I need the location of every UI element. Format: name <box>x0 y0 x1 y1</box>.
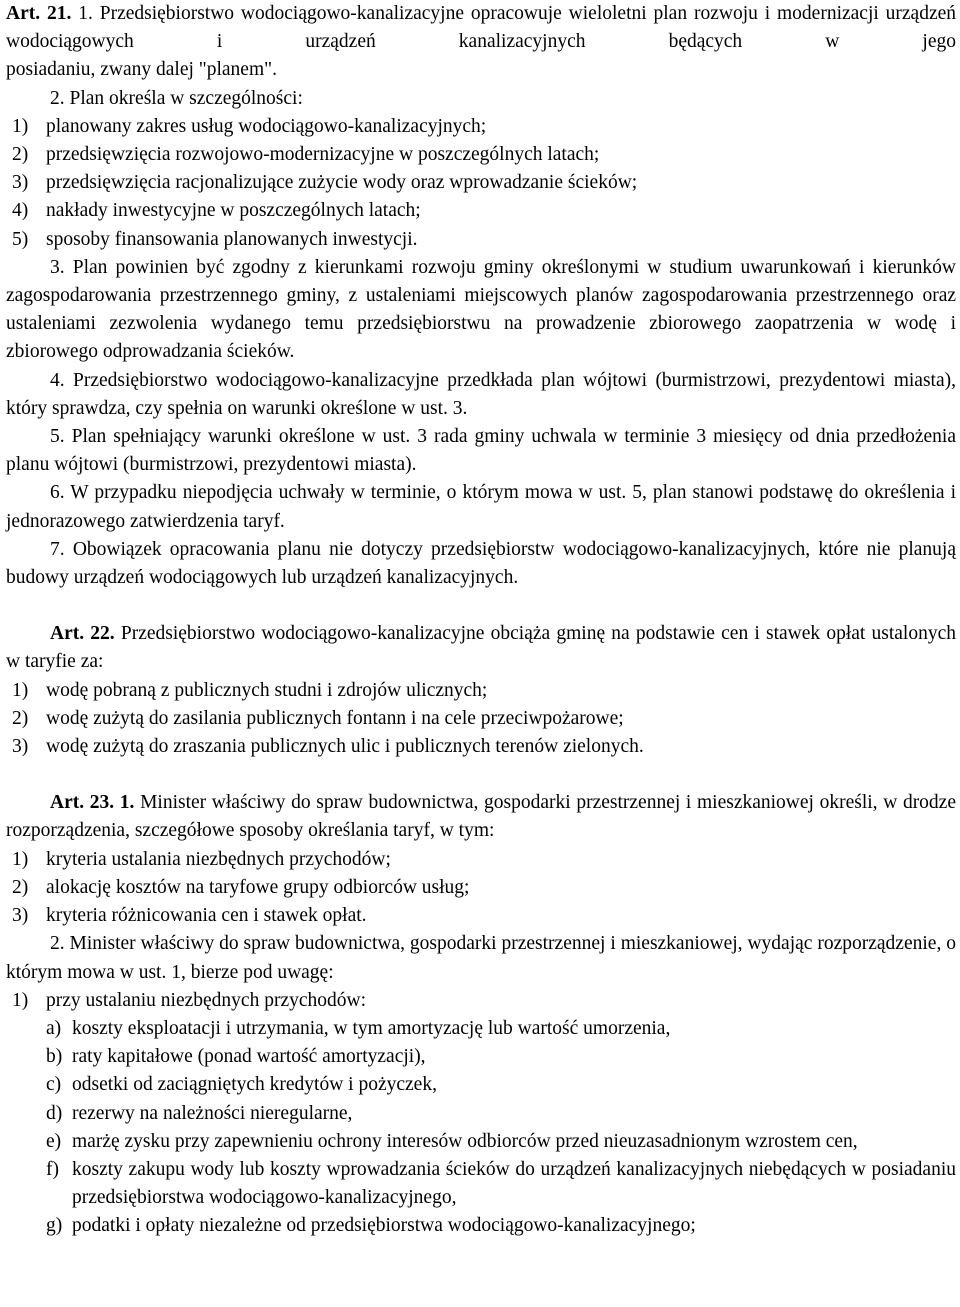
art21-para1-text: Przedsiębiorstwo wodociągowo-kanalizacyjne opracowuje wieloletni plan rozwoju i modernizacji urządzeń wodociągowych i urządzeń kanalizacyjnych będących w jego <box>6 3 957 53</box>
article-heading: Art. 22. <box>50 623 115 645</box>
list-item <box>6 677 956 705</box>
list-item <box>6 874 956 902</box>
list-item <box>6 226 956 254</box>
art21-para5: 5. Plan spełniający warunki określone w ust. 3 rada gminy uchwala w terminie 3 miesięcy od dnia przedłożenia planu wójtowi (burmistrzowi, prezydentowi miasta). <box>6 426 956 476</box>
art22-list <box>6 677 956 762</box>
list-item <box>6 846 956 874</box>
list-item <box>6 733 956 761</box>
article-heading: Art. 21. <box>6 3 72 24</box>
article-22 <box>6 620 956 761</box>
item-number: 4) <box>12 200 29 222</box>
list-item <box>6 705 956 733</box>
list-item <box>6 141 956 169</box>
sub-item <box>6 1212 956 1240</box>
item-number: 3) <box>12 905 29 927</box>
article-heading: Art. 23. 1. <box>50 792 135 814</box>
item-number: 1) <box>12 848 29 870</box>
item-text: wodę zużytą do zraszania publicznych ulic i publicznych terenów zielonych. <box>46 736 644 758</box>
art22-intro-text: Przedsiębiorstwo wodociągowo-kanalizacyjne obciąża gminę na podstawie cen i stawek opłat ustalonych w taryfie za: <box>6 623 957 673</box>
article-23 <box>6 789 956 1240</box>
item-number: 5) <box>12 228 29 250</box>
sub-item <box>6 1015 956 1043</box>
item-text: kryteria różnicowania cen i stawek opłat. <box>46 905 367 927</box>
art21-para4: 4. Przedsiębiorstwo wodociągowo-kanalizacyjne przedkłada plan wójtowi (burmistrzowi, prezydentowi miasta), który sprawdza, czy spełnia on warunki określone w ust. 3. <box>6 369 956 419</box>
sub-item-text: marżę zysku przy zapewnieniu ochrony interesów odbiorców przed nieuzasadnionym wzrostem cen, <box>72 1130 858 1152</box>
sub-item-text: koszty eksploatacji i utrzymania, w tym amortyzację lub wartość umorzenia, <box>72 1017 671 1039</box>
art21-para3: 3. Plan powinien być zgodny z kierunkami rozwoju gminy określonymi w studium uwarunkowań i kierunków zagospodarowania przestrzennego gminy, z ustaleniami miejscowych planów zagospodarowania przestrzennego oraz ustaleniami zezwolenia wydanego temu przedsiębiorstwu na prowadzenie zbiorowego zaopatrzenia w wodę i zbiorowego odprowadzania ścieków. <box>6 256 956 363</box>
item-text: alokację kosztów na taryfowe grupy odbiorców usług; <box>46 876 470 898</box>
item-text: kryteria ustalania niezbędnych przychodów; <box>46 848 391 870</box>
art21-para6: 6. W przypadku niepodjęcia uchwały w terminie, o którym mowa w ust. 5, plan stanowi podstawę do określenia i jednorazowego zatwierdzenia taryf. <box>6 482 956 532</box>
sub-item <box>6 1128 956 1156</box>
sub-item-letter: b) <box>46 1046 63 1068</box>
list-item <box>6 197 956 225</box>
art23-para1-list <box>6 846 956 931</box>
art22-intro <box>6 620 956 676</box>
list-item <box>6 113 956 141</box>
art23-para2-list <box>6 987 956 1015</box>
sub-item-letter: a) <box>46 1017 62 1039</box>
list-item <box>6 902 956 930</box>
sub-item <box>6 1043 956 1071</box>
art23-sublist <box>6 1015 956 1241</box>
sub-item-letter: g) <box>46 1215 63 1237</box>
art21-para2-list <box>6 113 956 254</box>
sub-item-text: odsetki od zaciągniętych kredytów i pożyczek, <box>72 1074 437 1096</box>
item-text: przedsięwzięcia racjonalizujące zużycie wody oraz wprowadzanie ścieków; <box>46 172 638 194</box>
item-number: 2) <box>12 707 29 729</box>
sub-item-text: podatki i opłaty niezależne od przedsiębiorstwa wodociągowo-kanalizacyjnego; <box>72 1215 696 1237</box>
item-text: nakłady inwestycyjne w poszczególnych latach; <box>46 200 421 222</box>
art23-para2: 2. Minister właściwy do spraw budownictwa, gospodarki przestrzennej i mieszkaniowej, wydając rozporządzenie, o którym mowa w ust. 1, bierze pod uwagę: <box>6 933 956 983</box>
item-number: 1) <box>12 679 29 701</box>
article-21 <box>6 0 956 592</box>
sub-item <box>6 1156 956 1212</box>
item-number: 3) <box>12 736 29 758</box>
item-text: planowany zakres usług wodociągowo-kanalizacyjnych; <box>46 115 487 137</box>
art23-para1 <box>6 789 956 845</box>
sub-item-letter: f) <box>46 1158 59 1180</box>
sub-item-letter: d) <box>46 1102 63 1124</box>
item-number: 3) <box>12 172 29 194</box>
item-number: 1) <box>12 115 29 137</box>
item-text: przedsięwzięcia rozwojowo-modernizacyjne w poszczególnych latach; <box>46 144 600 166</box>
section-gap <box>6 761 956 789</box>
art21-para7: 7. Obowiązek opracowania planu nie dotyczy przedsiębiorstw wodociągowo-kanalizacyjnych, które nie planują budowy urządzeń wodociągowych lub urządzeń kanalizacyjnych. <box>6 538 956 589</box>
item-text: wodę zużytą do zasilania publicznych fontann i na cele przeciwpożarowe; <box>46 707 624 729</box>
sub-item-text: raty kapitałowe (ponad wartość amortyzacji), <box>72 1046 426 1068</box>
art21-para1-line <box>6 0 956 56</box>
sub-item <box>6 1071 956 1099</box>
sub-item-text: koszty zakupu wody lub koszty wprowadzania ścieków do urządzeń kanalizacyjnych niebędących w posiadaniu przedsiębiorstwa wodociągowo-kanalizacyjnego, <box>72 1158 956 1209</box>
sub-item-letter: e) <box>46 1130 62 1152</box>
sub-item-letter: c) <box>46 1074 62 1096</box>
art21-para1-end: posiadaniu, zwany dalej "planem". <box>6 59 277 81</box>
art21-para2: 2. Plan określa w szczególności: <box>50 87 303 109</box>
item-text: wodę pobraną z publicznych studni i zdrojów ulicznych; <box>46 679 488 701</box>
sub-item <box>6 1100 956 1128</box>
paragraph-number: 1. <box>78 3 93 24</box>
art23-para1-text: Minister właściwy do spraw budownictwa, gospodarki przestrzennej i mieszkaniowej określi, w drodze rozporządzenia, szczegółowe sposoby określania taryf, w tym: <box>6 792 956 842</box>
sub-item-text: rezerwy na należności nieregularne, <box>72 1102 353 1124</box>
list-item <box>6 987 956 1015</box>
item-text: przy ustalaniu niezbędnych przychodów: <box>46 989 367 1011</box>
item-number: 2) <box>12 144 29 166</box>
item-number: 2) <box>12 876 29 898</box>
item-text: sposoby finansowania planowanych inwestycji. <box>46 228 418 250</box>
item-number: 1) <box>12 989 29 1011</box>
list-item <box>6 169 956 197</box>
section-gap <box>6 592 956 620</box>
